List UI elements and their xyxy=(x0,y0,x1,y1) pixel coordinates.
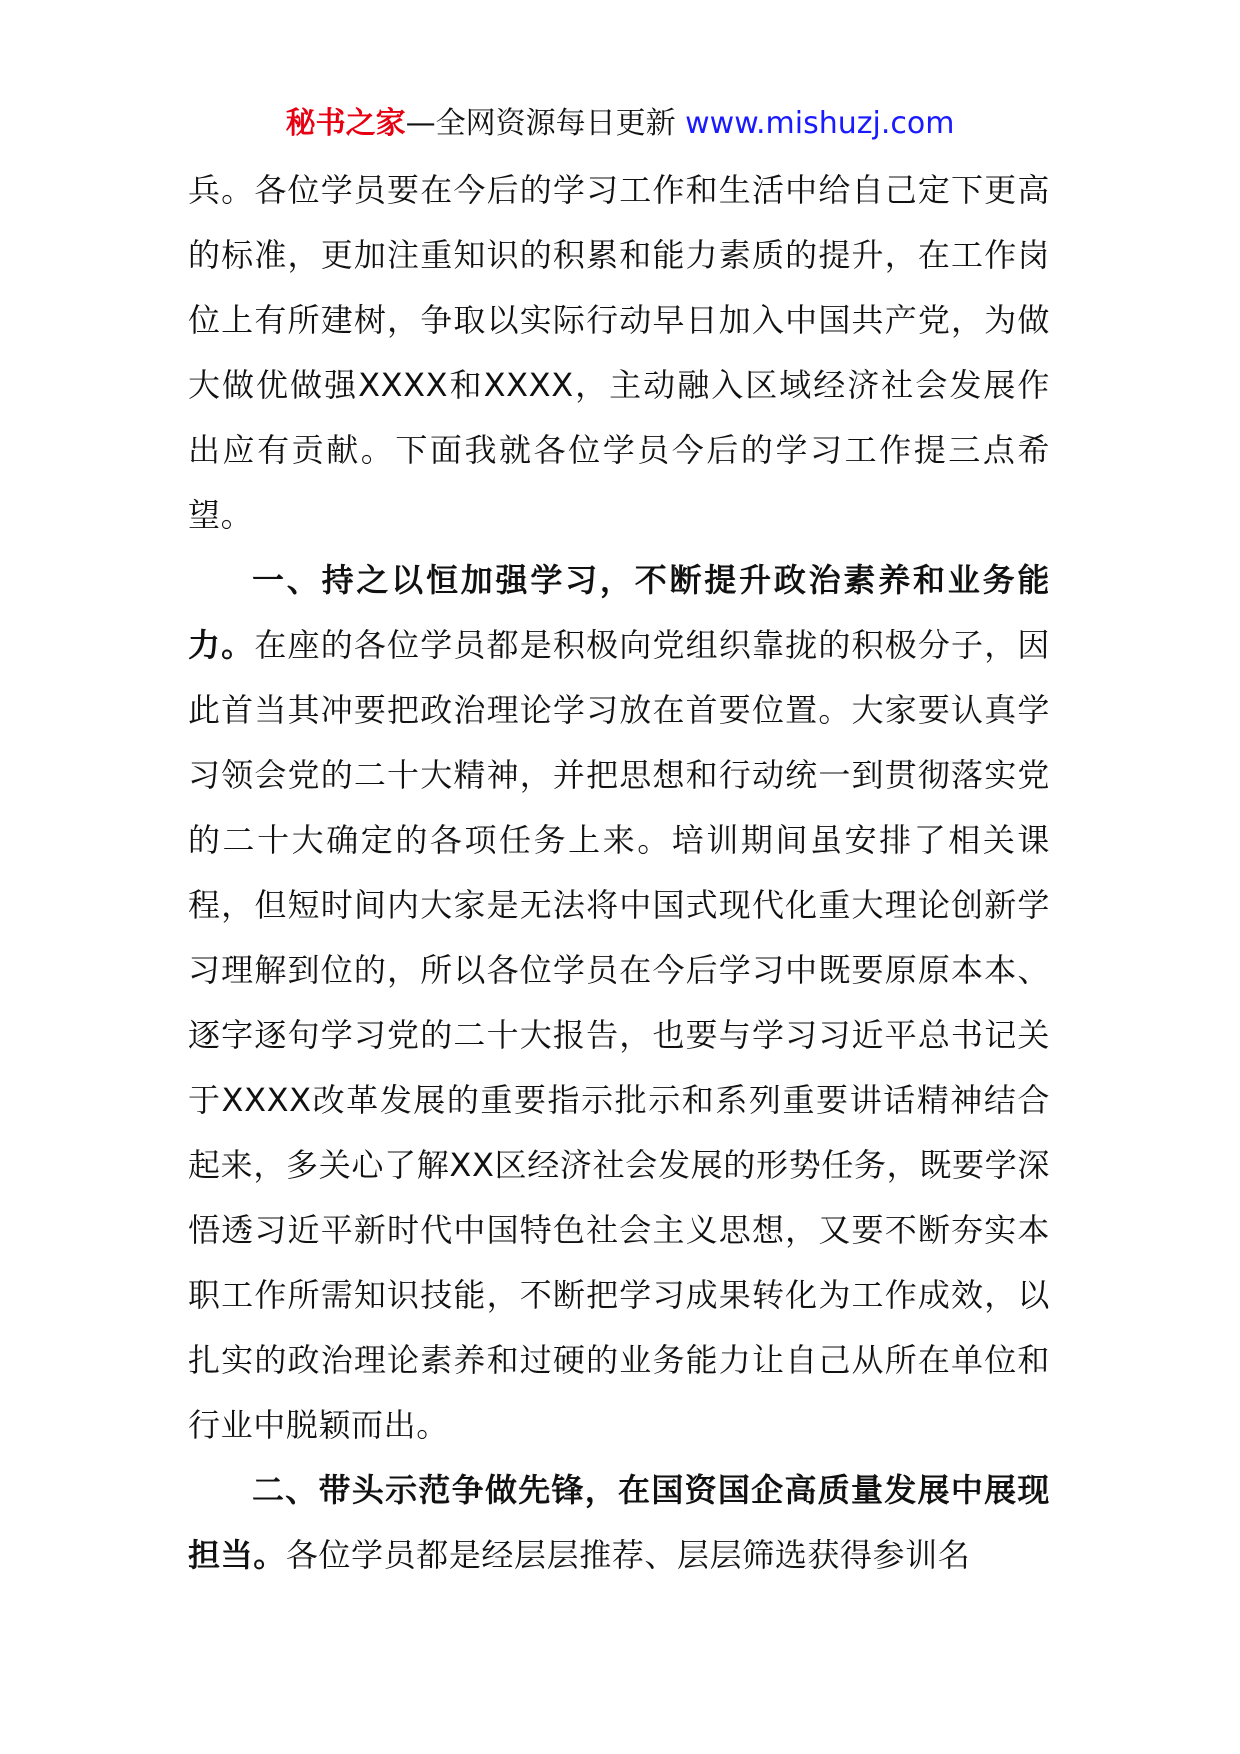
point-two-heading: 二、带头示范争做先锋，在国资国企高质量发展中展现担当。 xyxy=(188,1471,1050,1574)
document-body xyxy=(188,158,1050,1588)
body-paragraph-point-two xyxy=(188,1458,1050,1588)
header-tagline: —全网资源每日更新 xyxy=(405,106,676,141)
body-paragraph-point-one xyxy=(188,548,1050,1458)
point-one-heading: 一、持之以恒加强学习，不断提升政治素养和业务能力。 xyxy=(188,561,1050,664)
site-header xyxy=(0,104,1240,144)
site-url-link[interactable]: www.mishuzj.com xyxy=(685,106,955,141)
paragraph-text: 各位学员都是经层层推荐、层层筛选获得参训名 xyxy=(285,1536,971,1574)
body-paragraph-continuation xyxy=(188,158,1050,548)
paragraph-text: 在座的各位学员都是积极向党组织靠拢的积极分子，因此首当其冲要把政治理论学习放在首要位置。大家要认真学习领会党的二十大精神，并把思想和行动统一到贯彻落实党的二十大确定的各项任务上来。培训期间虽安排了相关课程，但短时间内大家是无法将中国式现代化重大理论创新学习理解到位的，所以各位学员在今后学习中既要原原本本、逐字逐句学习党的二十大报告，也要与学习习近平总书记关于XXXX改革发展的重要指示批示和系列重要讲话精神结合起来，多关心了解XX区经济社会发展的形势任务，既要学深悟透习近平新时代中国特色社会主义思想，又要不断夯实本职工作所需知识技能，不断把学习成果转化为工作成效，以扎实的政治理论素养和过硬的业务能力让自己从所在单位和行业中脱颖而出。 xyxy=(188,626,1050,1444)
paragraph-text: 兵。各位学员要在今后的学习工作和生活中给自己定下更高的标准，更加注重知识的积累和能力素质的提升，在工作岗位上有所建树，争取以实际行动早日加入中国共产党，为做大做优做强XXXX和XXXX，主动融入区域经济社会发展作出应有贡献。下面我就各位学员今后的学习工作提三点希望。 xyxy=(188,171,1050,534)
brand-name: 秘书之家 xyxy=(285,106,406,141)
